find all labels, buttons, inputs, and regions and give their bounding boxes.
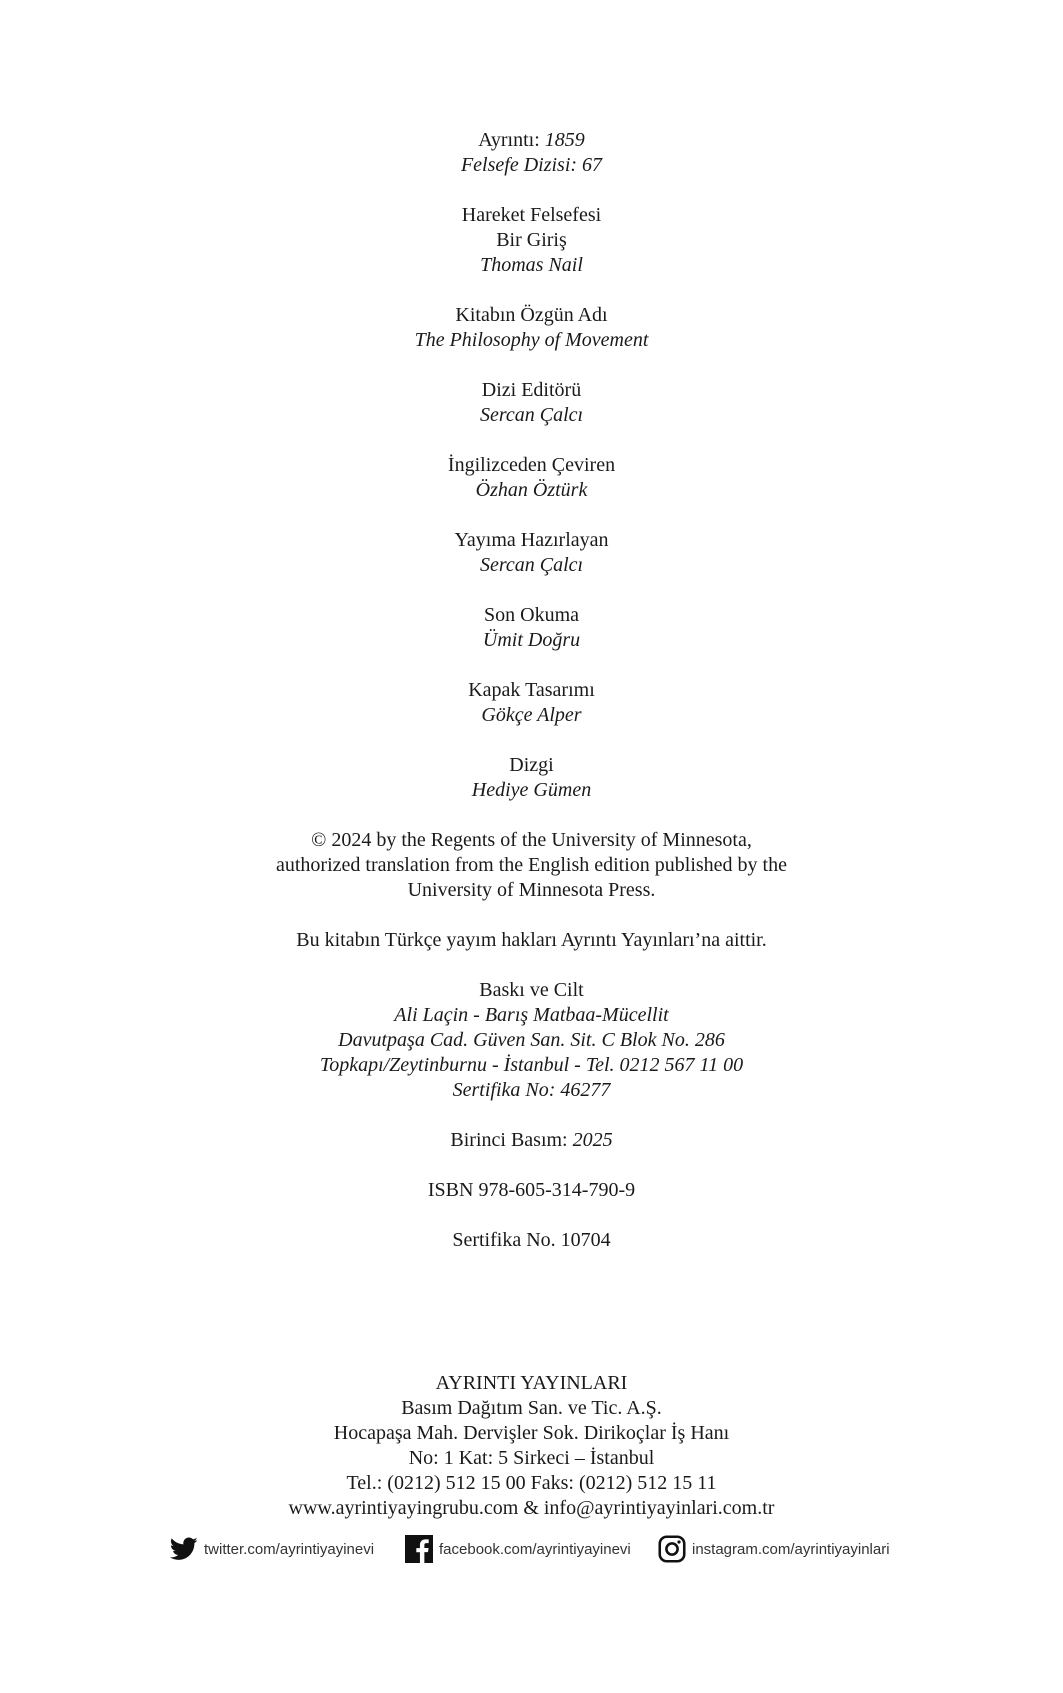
printing-block <box>0 978 1063 1103</box>
printing-line: Sertifika No: 46277 <box>452 1079 611 1101</box>
publisher-number-line <box>0 128 1063 153</box>
edition-year: 2025 <box>572 1129 613 1151</box>
series-line: Felsefe Dizisi: 67 <box>460 154 603 176</box>
copyright-line: © 2024 by the Regents of the University of Minnesota, <box>311 829 752 851</box>
publisher-web[interactable]: www.ayrintiyayingrubu.com & info@ayrintiyayinlari.com.tr <box>288 1497 775 1519</box>
printing-label: Baskı ve Cilt <box>479 979 584 1001</box>
credit-series-editor <box>0 378 1063 428</box>
credit-label: Kitabın Özgün Adı <box>455 304 608 326</box>
credit-label: Son Okuma <box>484 604 579 626</box>
instagram-icon <box>658 1535 686 1563</box>
credit-label: Yayıma Hazırlayan <box>454 529 609 551</box>
printing-line: Davutpaşa Cad. Güven San. Sit. C Blok No. 286 <box>338 1029 725 1051</box>
social-facebook[interactable] <box>405 1533 631 1565</box>
copyright-line: authorized translation from the English edition published by the <box>275 854 787 876</box>
rights-block <box>0 928 1063 953</box>
social-twitter-label: twitter.com/ayrintiyayinevi <box>204 1540 375 1558</box>
credit-cover-design <box>0 678 1063 728</box>
credit-value: The Philosophy of Movement <box>414 329 649 351</box>
credit-value: Ümit Doğru <box>482 629 581 651</box>
credit-value: Özhan Öztürk <box>475 479 588 501</box>
copyright-line: University of Minnesota Press. <box>407 879 656 901</box>
series-block <box>0 128 1063 178</box>
social-instagram[interactable] <box>658 1533 890 1565</box>
social-links <box>0 1533 1063 1565</box>
publisher-block <box>0 1371 1063 1521</box>
credit-label: İngilizceden Çeviren <box>447 454 616 476</box>
edition-block <box>0 1128 1063 1153</box>
printing-line: Ali Laçin - Barış Matbaa-Mücellit <box>394 1004 669 1026</box>
credit-value: Hediye Gümen <box>471 779 592 801</box>
twitter-icon <box>170 1537 198 1561</box>
publisher-address: No: 1 Kat: 5 Sirkeci – İstanbul <box>408 1447 655 1469</box>
social-twitter[interactable] <box>170 1533 374 1565</box>
credit-label: Dizi Editörü <box>481 379 582 401</box>
rights-statement: Bu kitabın Türkçe yayım hakları Ayrıntı Yayınları’na aittir. <box>296 929 767 951</box>
credit-label: Kapak Tasarımı <box>468 679 595 701</box>
facebook-icon <box>405 1535 433 1563</box>
credit-proofreading <box>0 603 1063 653</box>
colophon-body <box>0 128 1063 1278</box>
credit-value: Gökçe Alper <box>481 704 582 726</box>
credit-value: Sercan Çalcı <box>479 404 584 426</box>
publisher-address: Hocapaşa Mah. Dervişler Sok. Dirikoçlar İş Hanı <box>333 1422 730 1444</box>
book-title: Hareket Felsefesi <box>461 204 602 226</box>
book-author: Thomas Nail <box>480 254 583 276</box>
credit-editor <box>0 528 1063 578</box>
publisher-line: Basım Dağıtım San. ve Tic. A.Ş. <box>401 1397 662 1419</box>
edition-line <box>0 1128 1063 1153</box>
edition-label: Birinci Basım: <box>450 1129 568 1151</box>
credit-original-title <box>0 303 1063 353</box>
credit-value: Sercan Çalcı <box>479 554 584 576</box>
publisher-number-value: 1859 <box>544 129 585 151</box>
isbn: ISBN 978-605-314-790-9 <box>427 1179 636 1201</box>
credit-translator <box>0 453 1063 503</box>
book-subtitle: Bir Giriş <box>496 229 567 251</box>
certificate-block <box>0 1228 1063 1253</box>
book-block <box>0 203 1063 278</box>
certificate-number: Sertifika No. 10704 <box>452 1229 611 1251</box>
publisher-name: AYRINTI YAYINLARI <box>435 1372 628 1394</box>
printing-line: Topkapı/Zeytinburnu - İstanbul - Tel. 0212 567 11 00 <box>319 1054 744 1076</box>
credit-label: Dizgi <box>509 754 554 776</box>
social-facebook-label: facebook.com/ayrintiyayinevi <box>439 1540 631 1558</box>
copyright-block <box>0 828 1063 903</box>
publisher-number-label: Ayrıntı: <box>478 129 540 151</box>
isbn-block <box>0 1178 1063 1203</box>
publisher-phone: Tel.: (0212) 512 15 00 Faks: (0212) 512 15 11 <box>346 1472 717 1494</box>
credit-typesetting <box>0 753 1063 803</box>
social-instagram-label: instagram.com/ayrintiyayinlari <box>692 1540 890 1558</box>
